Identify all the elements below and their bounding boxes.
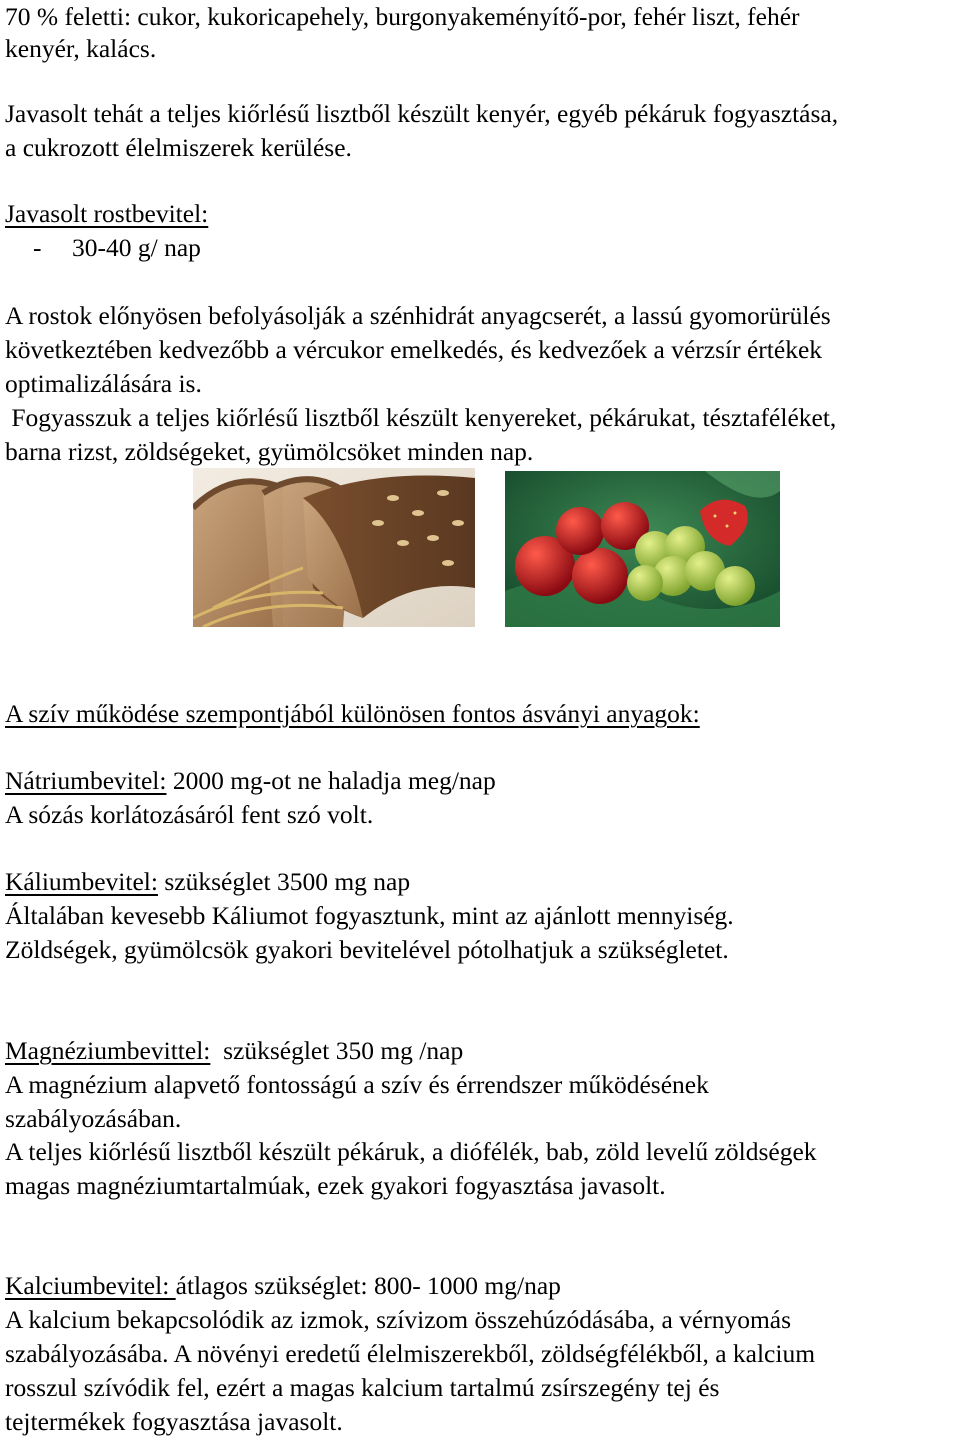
calcium-value: átlagos szükséglet: 800- 1000 mg/nap [175, 1271, 561, 1300]
text-line: A magnézium alapvető fontosságú a szív és érrendszer működésének [5, 1070, 709, 1099]
text-line: Zöldségek, gyümölcsök gyakori bevitelével pótolhatjuk a szükségletet. [5, 935, 729, 964]
bread-photo [193, 468, 475, 627]
magnesium-value: szükséglet 350 mg /nap [210, 1036, 464, 1065]
text-line: Fogyasszuk a teljes kiőrlésű lisztből készült kenyereket, pékárukat, tésztaféléket, [5, 403, 837, 432]
sodium-label: Nátriumbevitel: [5, 766, 167, 795]
potassium-label: Káliumbevitel: [5, 867, 158, 896]
sodium-value: 2000 mg-ot ne haladja meg/nap [166, 766, 496, 795]
bread-illustration [193, 468, 475, 627]
fruit-illustration [505, 471, 780, 627]
fruit-photo [505, 471, 780, 627]
magnesium-line [5, 1034, 463, 1068]
text-line: optimalizálására is. [5, 369, 202, 398]
text-line: kenyér, kalács. [5, 34, 157, 63]
text-line: barna rizst, zöldségeket, gyümölcsöket minden nap. [5, 437, 534, 466]
potassium-line [5, 865, 410, 899]
text-line: következtében kedvezőbb a vércukor emelkedés, és kedvezőek a vérzsír értékek [5, 335, 823, 364]
bullet-dash: - [33, 233, 42, 262]
text-line: tejtermékek fogyasztása javasolt. [5, 1407, 343, 1436]
text-line: Javasolt tehát a teljes kiőrlésű lisztből készült kenyér, egyéb pékáruk fogyasztása, [5, 99, 839, 128]
fiber-heading: Javasolt rostbevitel: [5, 199, 209, 228]
text-line: rosszul szívódik fel, ezért a magas kalcium tartalmú zsírszegény tej és [5, 1373, 720, 1402]
calcium-label: Kalciumbevitel: [5, 1271, 176, 1300]
text-line: A sózás korlátozásáról fent szó volt. [5, 800, 374, 829]
text-line: A teljes kiőrlésű lisztből készült pékáruk, a diófélék, bab, zöld levelű zöldségek [5, 1137, 817, 1166]
text-line: Általában kevesebb Káliumot fogyasztunk, mint az ajánlott mennyiség. [5, 901, 734, 930]
text-line: A rostok előnyösen befolyásolják a szénhidrát anyagcserét, a lassú gyomorürülés [5, 301, 831, 330]
magnesium-label: Magnéziumbevittel: [5, 1036, 211, 1065]
text-line: a cukrozott élelmiszerek kerülése. [5, 133, 352, 162]
calcium-line [5, 1269, 561, 1303]
text-line: szabályozásában. [5, 1104, 182, 1133]
sodium-line [5, 764, 496, 798]
potassium-value: szükséglet 3500 mg nap [157, 867, 411, 896]
text-line: 70 % feletti: cukor, kukoricapehely, burgonyakeményítő-por, fehér liszt, fehér [5, 2, 800, 31]
minerals-heading: A szív működése szempontjából különösen fontos ásványi anyagok: [5, 699, 700, 728]
text-line: A kalcium bekapcsolódik az izmok, szívizom összehúzódásába, a vérnyomás [5, 1305, 792, 1334]
fiber-amount: 30-40 g/ nap [72, 233, 201, 262]
text-line: magas magnéziumtartalmúak, ezek gyakori fogyasztása javasolt. [5, 1171, 666, 1200]
text-line: szabályozásába. A növényi eredetű élelmiszerekből, zöldségfélékből, a kalcium [5, 1339, 816, 1368]
